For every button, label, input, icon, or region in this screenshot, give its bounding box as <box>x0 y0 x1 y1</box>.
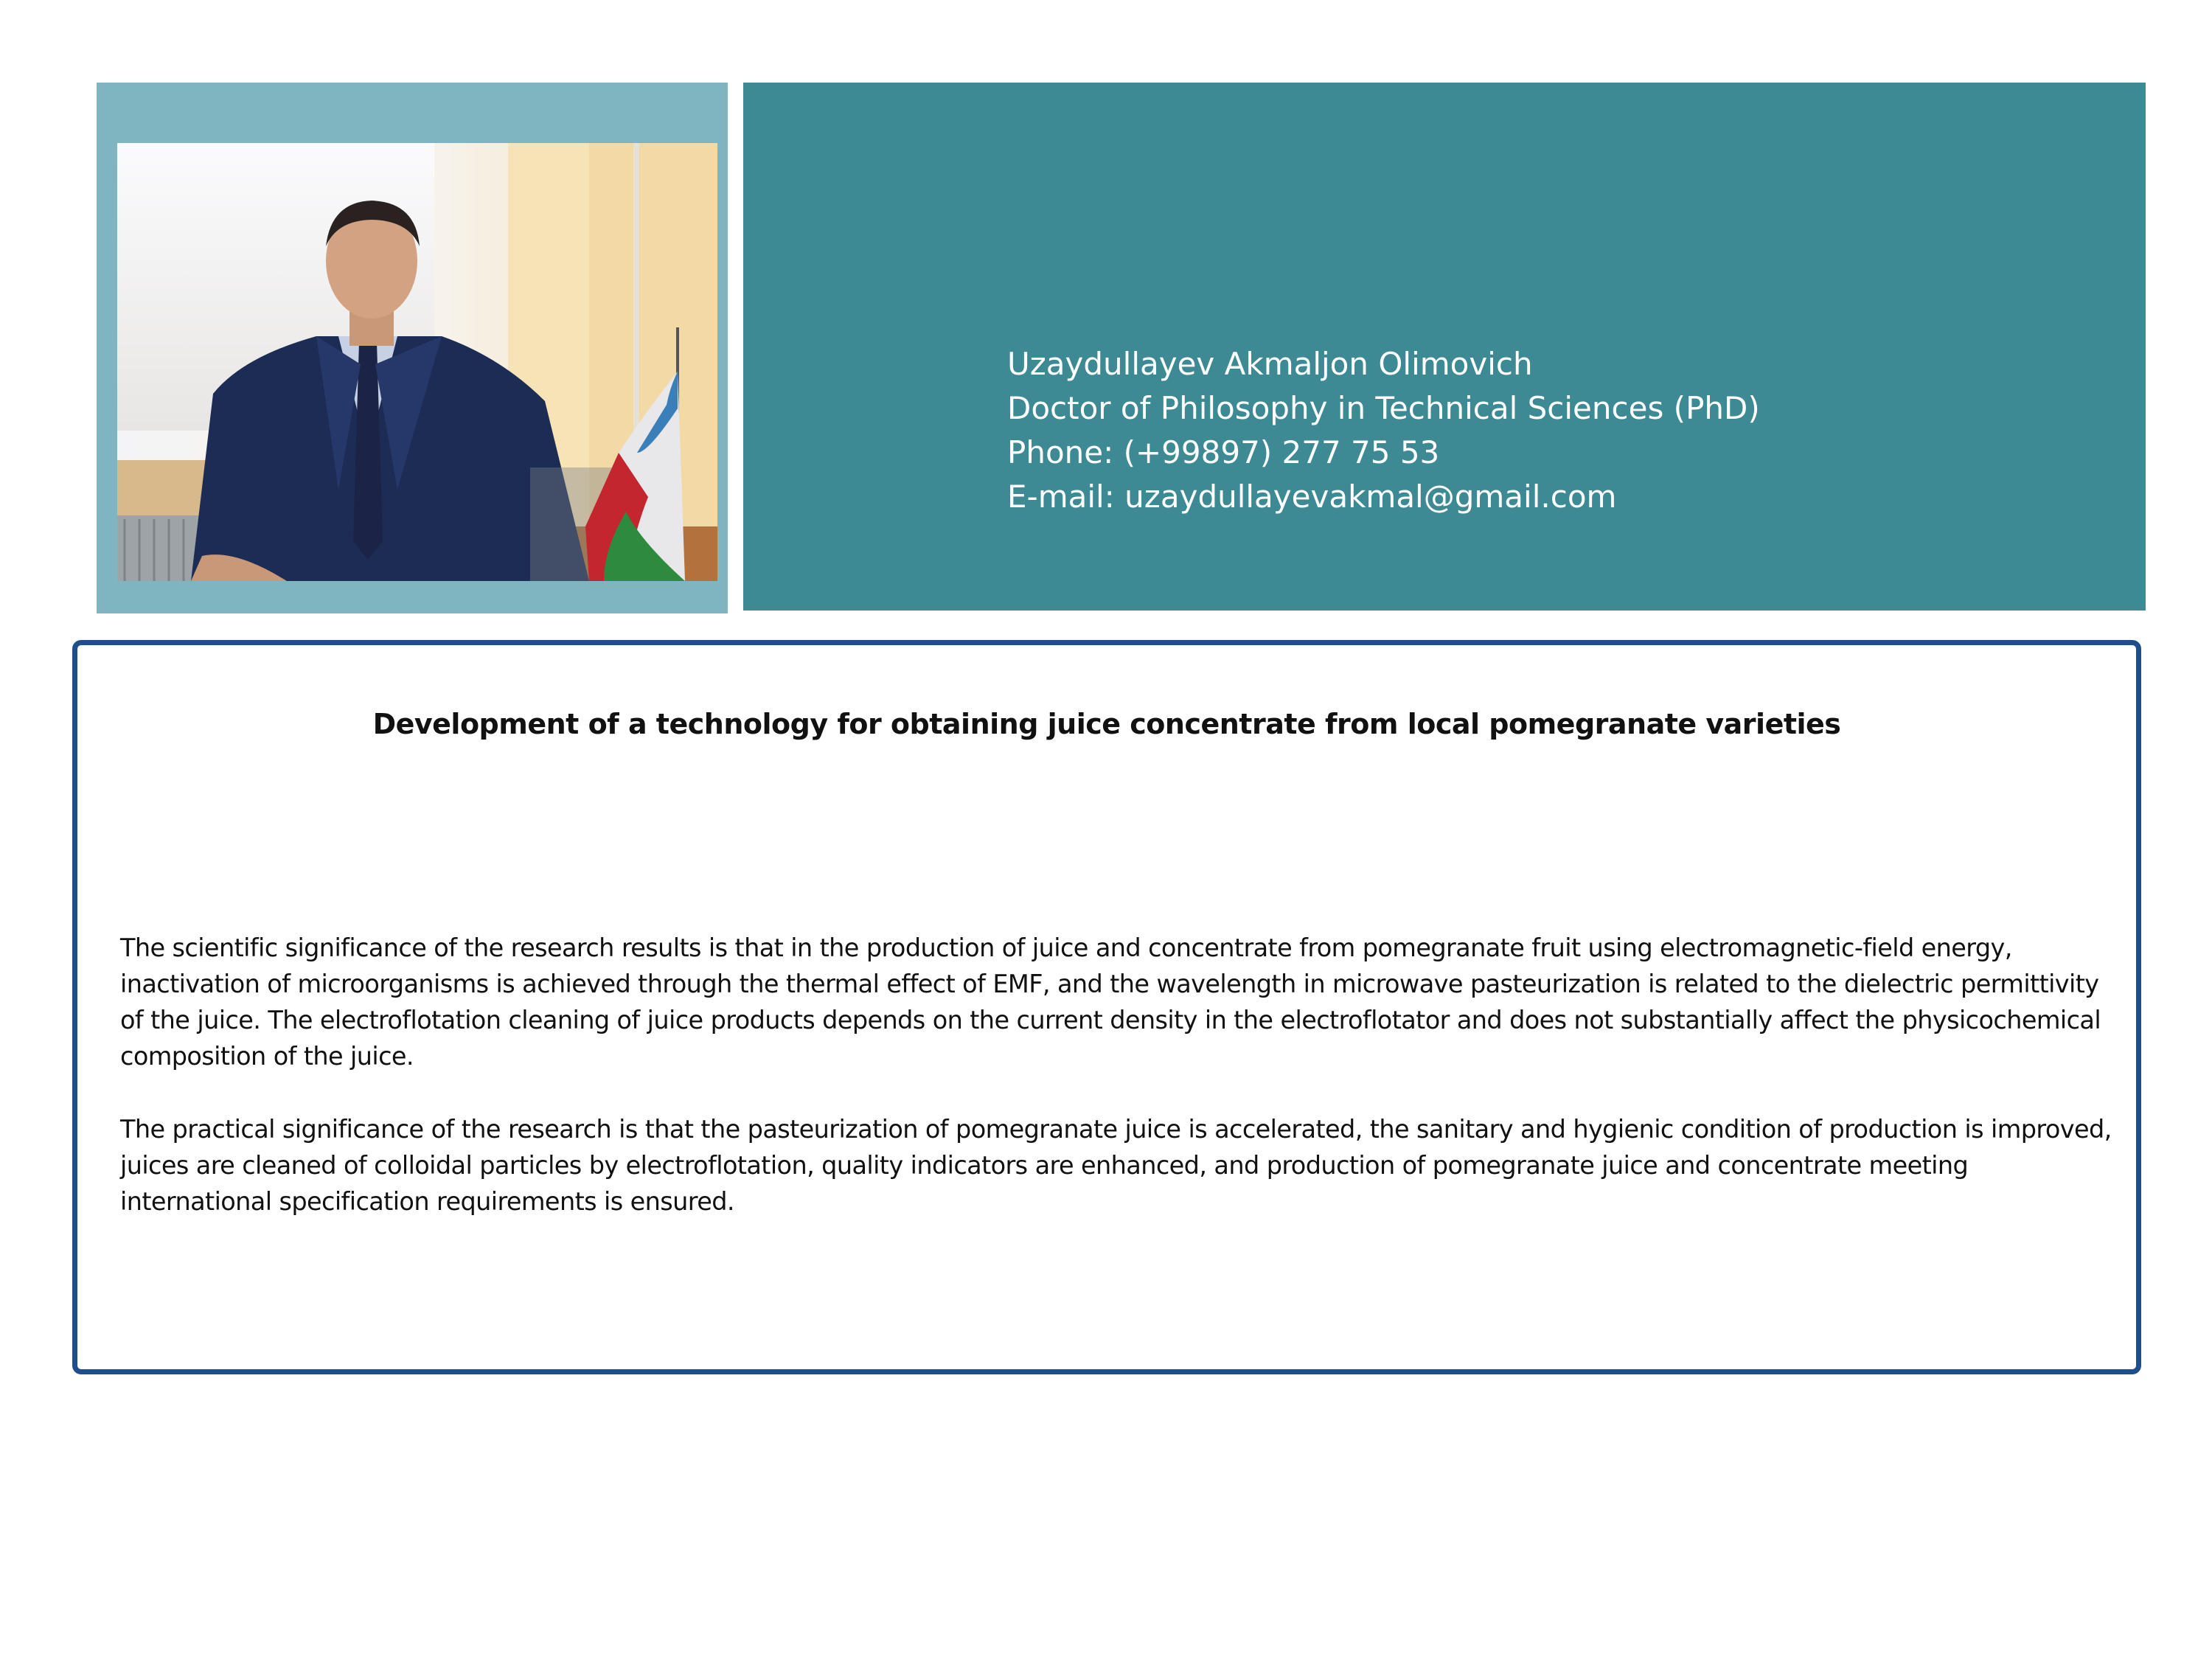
document-title: Development of a technology for obtaining juice concentrate from local pomegranate varieties <box>372 708 1841 740</box>
profile-name: Uzaydullayev Akmaljon Olimovich <box>1007 346 1533 382</box>
profile-degree: Doctor of Philosophy in Technical Sciences (PhD) <box>1007 390 1760 426</box>
research-summary-box <box>72 640 2141 1374</box>
scientific-significance-paragraph: The scientific significance of the research results is that in the production of juice and concentrate from pomegranate fruit using electromagnetic-field energy, inactivation of microorganisms is achieved through the thermal effect of EMF, and the wavelength in microwave pasteurization is related to the dielectric permittivity of the juice. The electroflotation cleaning of juice products depends on the current density in the electroflotator and does not substantially affect the physicochemical composition of the juice. <box>120 933 2101 1071</box>
profile-phone: Phone: (+99897) 277 75 53 <box>1007 434 1440 470</box>
profile-info-panel <box>743 83 2146 611</box>
profile-email: E-mail: uzaydullayevakmal@gmail.com <box>1007 479 1617 515</box>
profile-info <box>1007 342 1760 519</box>
practical-significance-paragraph: The practical significance of the research is that the pasteurization of pomegranate juice is accelerated, the sanitary and hygienic condition of production is improved, juices are cleaned of colloidal particles by electroflotation, quality indicators are enhanced, and production of pomegranate juice and concentrate meeting international specification requirements is ensured. <box>120 1115 2112 1216</box>
photo-panel <box>97 83 728 613</box>
profile-photo <box>117 143 717 581</box>
